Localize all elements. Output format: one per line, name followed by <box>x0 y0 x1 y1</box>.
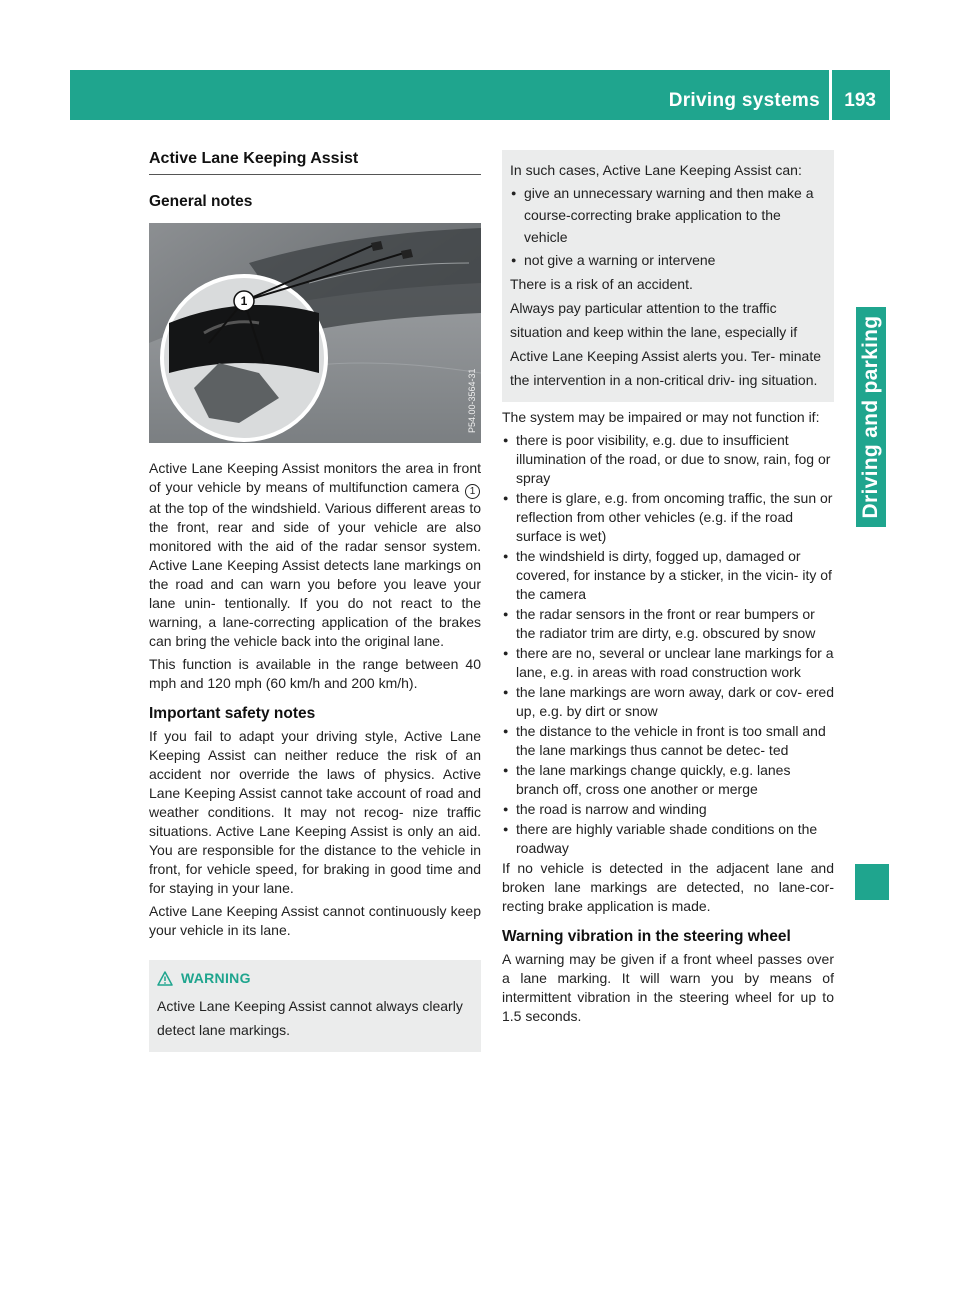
safety-paragraph-1: If you fail to adapt your driving style, Active Lane Keeping Assist can neither reduce the risk of an accident nor override the laws of physics. Active Lane Keeping Assist cannot take account of road and weather conditions. It may not recog- nize traffic situations. Active Lane Keeping Assist is only an aid. You are responsible for the distance to the vehicle in front, for vehicle speed, for braking in good time and for staying in your lane. <box>149 728 481 896</box>
intro-paragraph <box>149 459 481 651</box>
warning-continuation-box <box>502 150 834 402</box>
photo-code: P54.00-3564-31 <box>467 368 477 433</box>
list-item: ● there are no, several or unclear lane markings for a lane, e.g. in areas with road construction work <box>502 644 834 682</box>
list-item: ● there is poor visibility, e.g. due to insufficient illumination of the road, or due to snow, rain, fog or spray <box>502 431 834 488</box>
page-number: 193 <box>844 90 876 111</box>
list-item: ● the distance to the vehicle in front is too small and the lane markings thus cannot be detec- ted <box>502 722 834 760</box>
warning-text: Active Lane Keeping Assist cannot always clearly detect lane markings. <box>157 998 463 1038</box>
impaired-intro: The system may be impaired or may not function if: <box>502 409 820 425</box>
camera-windshield-photo <box>149 223 481 443</box>
box-risk: There is a risk of an accident. <box>510 276 693 292</box>
warning-box <box>149 960 481 1052</box>
safety-paragraph-2: Active Lane Keeping Assist cannot continuously keep your vehicle in its lane. <box>149 903 481 938</box>
intro-text-part2: at the top of the windshield. Various different areas to the front, rear and side of your vehicle are also monitored with the aid of the radar sensor system. Active Lane Keeping Assist detects lane markings on the road and can warn you before you leave your lane unin- tentionally. If you do not react to the warning, a lane-correcting application of the brakes can bring the vehicle back into the original lane. <box>149 500 481 649</box>
safety-notes-title: Important safety notes <box>149 705 316 722</box>
box-list <box>510 182 826 271</box>
list-item: ● the road is narrow and winding <box>502 800 834 819</box>
list-item: ● the lane markings are worn away, dark or cov- ered up, e.g. by dirt or snow <box>502 683 834 721</box>
list-item: ● not give a warning or intervene <box>510 249 826 271</box>
photo-callout: 1 <box>240 294 248 308</box>
list-item: ● give an unnecessary warning and then make a course-correcting brake application to the vehicle <box>510 182 826 248</box>
side-tab <box>856 307 886 527</box>
warning-header <box>157 970 473 986</box>
impaired-list <box>502 431 834 858</box>
warning-label: WARNING <box>181 970 251 986</box>
right-column <box>502 150 834 1030</box>
list-item: ● the windshield is dirty, fogged up, damaged or covered, for instance by a sticker, in the vicin- ity of the camera <box>502 547 834 604</box>
header-divider <box>829 70 832 120</box>
vibration-title: Warning vibration in the steering wheel <box>502 928 791 945</box>
box-advice: Always pay particular attention to the traffic situation and keep within the lane, especially if Active Lane Keeping Assist alerts you. Ter- minate the intervention in a non-critical driv- ing situation. <box>510 300 822 388</box>
callout-symbol: 1 <box>465 484 480 499</box>
list-item: ● the lane markings change quickly, e.g. lanes branch off, cross one another or merge <box>502 761 834 799</box>
general-notes-title: General notes <box>149 193 253 210</box>
list-item: ● there are highly variable shade conditions on the roadway <box>502 820 834 858</box>
left-column <box>149 150 481 1052</box>
warning-triangle-icon <box>157 971 173 986</box>
header-title: Driving systems <box>668 90 820 111</box>
side-tab-marker <box>855 864 889 900</box>
side-tab-label: Driving and parking <box>859 315 882 519</box>
intro-text-part1: Active Lane Keeping Assist monitors the area in front of your vehicle by means of multifunction camera <box>149 460 481 495</box>
list-item: ● the radar sensors in the front or rear bumpers or the radiator trim are dirty, e.g. obscured by snow <box>502 605 834 643</box>
box-intro: In such cases, Active Lane Keeping Assist can: <box>510 162 802 178</box>
section-title: Active Lane Keeping Assist <box>149 150 481 175</box>
page-header <box>70 70 890 120</box>
range-paragraph: This function is available in the range between 40 mph and 120 mph (60 km/h and 200 km/h). <box>149 656 481 691</box>
vibration-paragraph: A warning may be given if a front wheel passes over a lane marking. It will warn you by means of intermittent vibration in the steering wheel for up to 1.5 seconds. <box>502 951 834 1024</box>
list-item: ● there is glare, e.g. from oncoming traffic, the sun or reflection from other vehicles (e.g. if the road surface is wet) <box>502 489 834 546</box>
no-vehicle-paragraph: If no vehicle is detected in the adjacent lane and broken lane markings are detected, no lane-cor- recting brake application is made. <box>502 860 834 914</box>
